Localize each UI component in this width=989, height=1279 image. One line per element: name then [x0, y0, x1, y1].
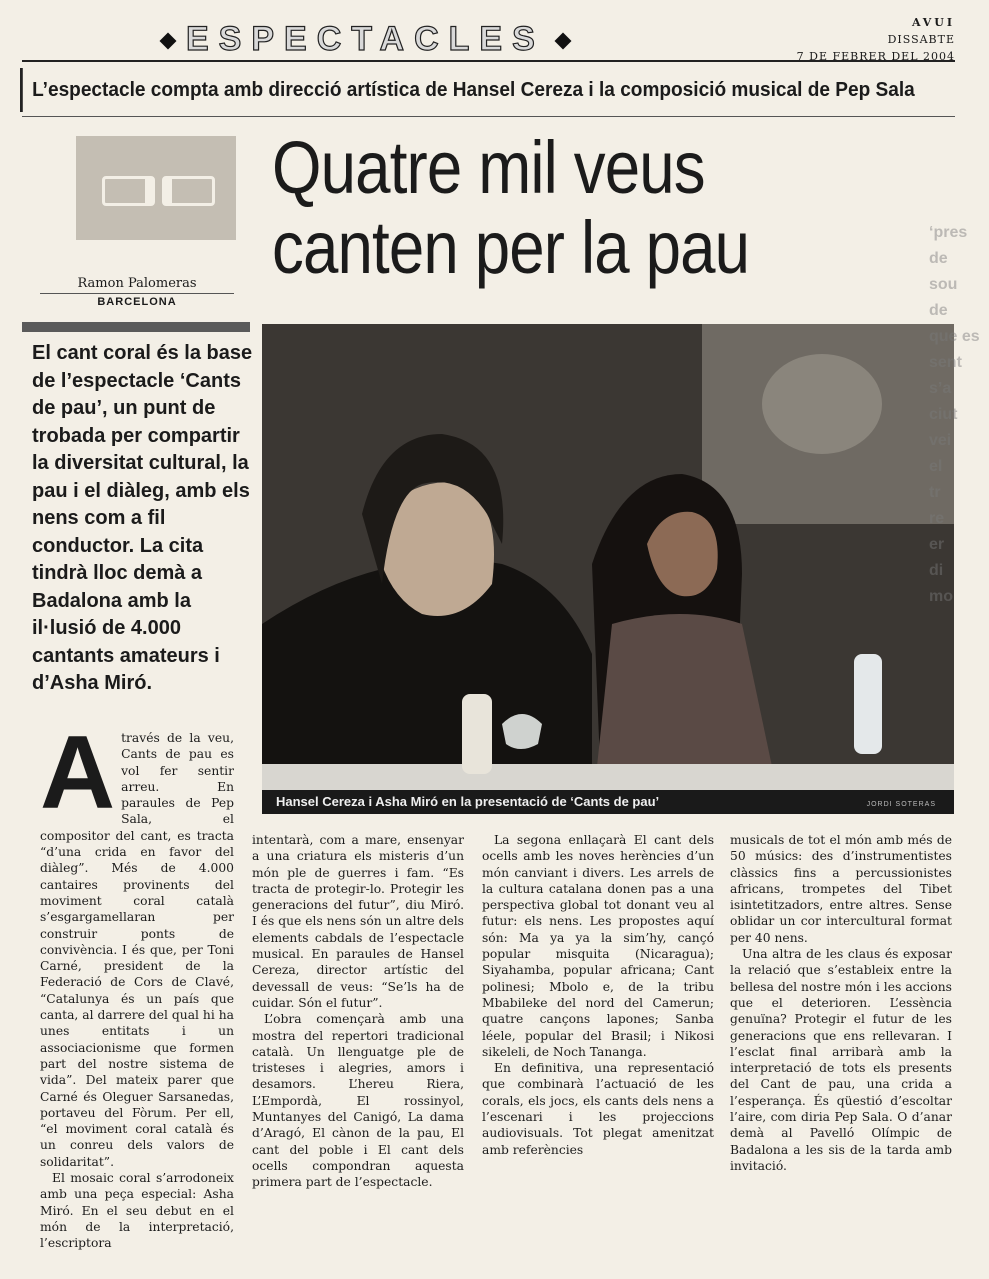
show-through-text	[929, 220, 989, 780]
diamond-ornament-icon	[554, 33, 571, 50]
headline	[272, 128, 857, 288]
drop-cap: A	[40, 715, 116, 831]
show-through-line: vei	[929, 432, 952, 449]
masthead-rule	[22, 60, 955, 62]
show-through-line: di	[929, 562, 944, 579]
author-name: Ramon Palomeras	[77, 276, 197, 291]
show-through-line: s’a	[929, 380, 952, 397]
show-through-line: de	[929, 302, 948, 319]
body-paragraph: musicals de tot el món amb més de 50 músics: des d’instrumentistes clàssics fins a percussionistes africans, trompetes del Tibet isintetitzadors, entre altres. Sense oblidar un cor intercultural format per 40 nens.	[730, 833, 952, 945]
show-through-line: re	[929, 510, 945, 527]
section-label: ESPECTACLES	[186, 20, 545, 58]
body-paragraph: El mosaic coral s’arrodoneix amb una peça especial: Asha Miró. En el seu debut en el món de la interpretació, l’escriptora	[40, 1171, 234, 1251]
body-column-3	[482, 832, 714, 1158]
diamond-ornament-icon	[160, 33, 177, 50]
headline-line-1: Quatre mil veus	[272, 126, 705, 209]
section-title	[150, 20, 581, 59]
photo-caption: Hansel Cereza i Asha Miró en la presentació de ‘Cants de pau’	[262, 790, 954, 814]
show-through-line: el	[929, 458, 943, 475]
subhead-rule	[22, 116, 955, 117]
body-paragraph: L’obra començarà amb una mostra del repertori tradicional català. Un llenguatge ple de tristeses i alegries, amors i desamors. L’hereu Riera, L’Empordà, El rossinyol, Muntanyes del Canigó, La dama d’Aragó, El cànon de la pau, El cant del poble i El cant dels ocells compondran aquesta primera part de l’espectacle.	[252, 1012, 464, 1190]
body-column-1	[40, 715, 234, 1252]
photo-illustration	[262, 324, 954, 814]
body-paragraph: La segona enllaçarà El cant dels ocells amb les noves herències d’un món canviant i divers. Les arrels de la cultura catalana donen pas a una perspectiva global tot donant veu al futur: els nens. Les propostes aquí són: Ma ya ya la sim’hy, cançó popular misquita (Nicaragua); Siyahamba, popular africana; Cant polinesi; Mbolo e, de la tribu Mbabileke del nord del Camerun; quatre cançons lapones; Sanba léele, popular del Brasil; i Nikosi sikeleli, de Noch Tananga.	[482, 833, 714, 1059]
show-through-line: sent	[929, 354, 962, 371]
body-column-4	[730, 832, 952, 1174]
paper-date: 7 DE FEBRER DEL 2004	[796, 50, 955, 63]
press-photo	[262, 324, 954, 814]
photo-credit: JORDI SOTERAS	[866, 801, 936, 808]
body-paragraph: intentarà, com a mare, ensenyar a una criatura els misteris d’un món ple de guerres i fam. “Es tracta de protegir-lo. Protegir les generacions del futur”, diu Miró. I és que els nens són un altre dels elements cabdals de l’espectacle musical. En paraules de Hansel Cereza, director artístic del devessall de veus: “Se’ls ha de cuidar. Són el futur”.	[252, 833, 464, 1010]
show-through-line: tr	[929, 484, 941, 501]
headline-line-2: canten per la pau	[272, 206, 750, 289]
lead-bar	[22, 322, 250, 332]
show-through-line: sou	[929, 276, 958, 293]
byline	[40, 276, 234, 308]
body-paragraph: Una altra de les claus és exposar la relació que s’estableix entre la bellesa del nostre món i les accions que el deterioren. L’essència genuïna? Protegir el futur de les generacions que ens rellevaran. I l’esclat final arribarà amb la interpretació de tots els presents del Cant de pau, una crida a l’esperança. És qüestió d’escoltar l’aire, com diria Pep Sala. O d’anar demà al Pavelló Olímpic de Badalona a les sis de la tarda amb invitació.	[730, 947, 952, 1173]
hands-logo-icon	[76, 136, 236, 240]
paper-name: AVUI	[911, 16, 955, 29]
author-city: BARCELONA	[40, 293, 234, 308]
body-paragraph: En definitiva, una representació que combinarà l’actuació de les corals, els jocs, els cants dels nens a l’escenari i les projeccions audiovisuals. Tot plegat amenitzat amb referències	[482, 1061, 714, 1157]
paper-info	[797, 14, 955, 65]
show-through-line: ciut	[929, 406, 958, 423]
show-through-line: mo	[929, 588, 953, 605]
lead-paragraph: El cant coral és la base de l’espectacle ‘Cants de pau’, un punt de trobada per compartir la diversitat cultural, la pau i el diàleg, amb els nens com a fil conductor. La cita tindrà lloc demà a Badalona amb la il·lusió de 4.000 cantants amateurs i d’Asha Miró.	[32, 342, 253, 694]
body-paragraph: través de la veu, Cants de pau es vol fer sentir arreu. En paraules de Pep Sala, el compositor del cant, es tracta “d’una crida en favor del diàleg”. Més de 4.000 cantaires provinents del moviment coral català s’esgargamellaran per construir ponts de convivència. I és que, per Toni Carné, president de la Federació de Cors de Clavé, “Catalunya és un país que canta, al darrere del qual hi ha unes entitats i un associacionisme que formen part del nostre sistema de vida”. Del mateix parer que Carné és Oleguer Sarsanedas, portaveu del Fòrum. Per ell, “el moviment coral català és un conreu dels valors de solidaritat”.	[40, 731, 234, 1169]
show-through-line: er	[929, 536, 945, 553]
paper-day: DISSABTE	[887, 33, 955, 46]
show-through-line: ‘pres de	[929, 224, 968, 267]
subheadline: L’espectacle compta amb direcció artística de Hansel Cereza i la composició musical de Pep Sala	[20, 68, 890, 112]
show-through-line: que es	[929, 328, 980, 345]
body-column-2	[252, 832, 464, 1191]
